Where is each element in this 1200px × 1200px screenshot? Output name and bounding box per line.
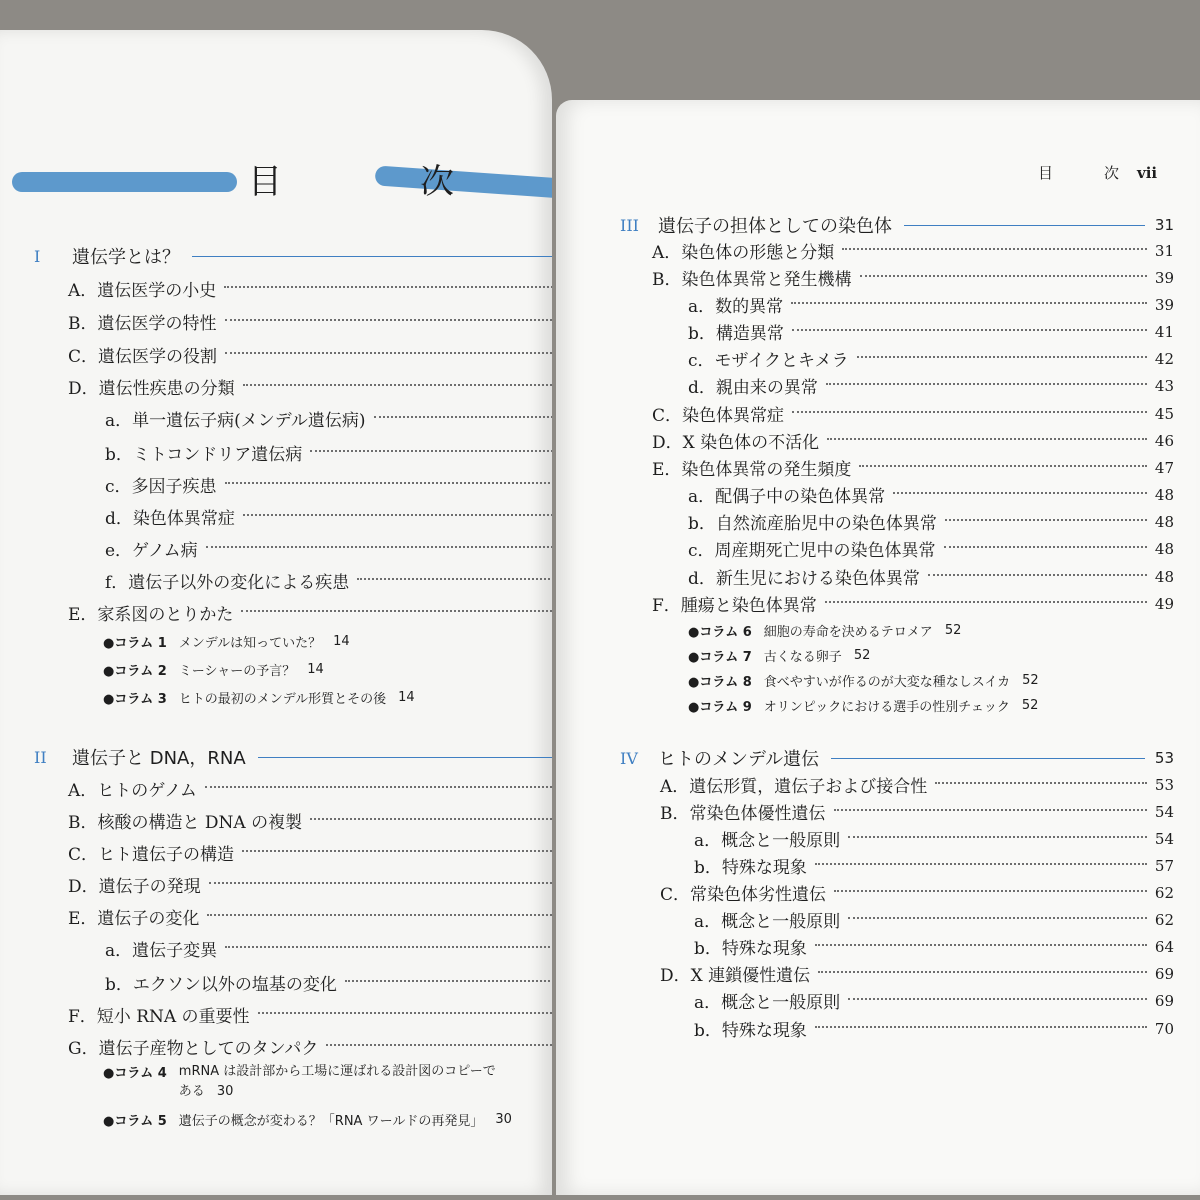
- chapter-number: IV: [620, 748, 638, 768]
- toc-entry-page: 48: [1154, 539, 1174, 558]
- toc-entry-page: 31: [1154, 241, 1174, 260]
- toc-entry-label: E．家系図のとりかた: [68, 605, 234, 625]
- chapter-rule: [904, 225, 1145, 226]
- leader-dots: [241, 610, 552, 612]
- chapter-rule: [831, 758, 1145, 759]
- toc-entry-label: b．特殊な現象: [694, 858, 807, 878]
- toc-entry-label: d．親由来の異常: [688, 378, 818, 398]
- leader-dots: [893, 492, 1147, 494]
- column-entry: [103, 688, 415, 707]
- leader-dots: [224, 286, 552, 288]
- column-mark: ●コラム 3: [103, 692, 167, 707]
- toc-entry-page: 43: [1154, 376, 1174, 395]
- toc-entry-label: a．概念と一般原則: [694, 993, 841, 1013]
- toc-entry: [652, 238, 1174, 263]
- column-title: オリンピックにおける選手の性別チェック: [763, 700, 1010, 715]
- toc-entry-label: d．新生児における染色体異常: [688, 569, 920, 589]
- toc-entry-label: C．遺伝医学の役割: [68, 347, 218, 367]
- toc-entry-label: a．概念と一般原則: [694, 912, 841, 932]
- toc-entry: [68, 309, 552, 334]
- column-mark: ●コラム 1: [103, 636, 167, 651]
- toc-entry-page: 54: [1154, 829, 1174, 848]
- toc-entry-label: B．遺伝医学の特性: [68, 314, 217, 334]
- toc-entry: [105, 406, 552, 431]
- toc-entry: [694, 826, 1174, 851]
- toc-entry: [652, 265, 1174, 290]
- toc-entry-label: a．単一遺伝子病(メンデル遺伝病): [105, 411, 366, 431]
- chapter-heading: [34, 744, 552, 770]
- running-head: [1038, 162, 1157, 183]
- toc-entry: [68, 808, 552, 833]
- toc-entry: [688, 373, 1174, 398]
- column-title: 古くなる卵子: [763, 650, 842, 665]
- toc-entry-page: 48: [1154, 567, 1174, 586]
- toc-entry: [694, 1016, 1174, 1041]
- toc-entry: [660, 799, 1174, 824]
- chapter-heading: [620, 745, 1174, 771]
- toc-entry-label: d．染色体異常症: [105, 509, 235, 529]
- leader-dots: [243, 384, 552, 386]
- toc-entry: [694, 934, 1174, 959]
- column-entry: [103, 1110, 512, 1129]
- toc-entry-page: 62: [1154, 910, 1174, 929]
- leader-dots: [326, 1044, 552, 1046]
- toc-entry: [68, 1034, 552, 1059]
- toc-entry-label: c．周産期死亡児中の染色体異常: [688, 541, 936, 561]
- toc-entry-label: b．特殊な現象: [694, 939, 807, 959]
- leader-dots: [859, 465, 1146, 467]
- leader-dots: [944, 546, 1147, 548]
- column-mark: ●コラム 5: [103, 1114, 167, 1129]
- column-mark: ●コラム 8: [688, 675, 752, 690]
- toc-entry-page: 62: [1154, 883, 1174, 902]
- column-page: 52: [944, 623, 962, 638]
- toc-entry: [68, 276, 552, 301]
- leader-dots: [834, 890, 1147, 892]
- toc-entry-label: D．X 染色体の不活化: [652, 433, 820, 453]
- toc-entry-label: b．構造異常: [688, 324, 784, 344]
- leader-dots: [310, 818, 552, 820]
- leader-dots: [310, 450, 552, 452]
- leader-dots: [857, 356, 1147, 358]
- toc-entry-label: e．ゲノム病: [105, 541, 198, 561]
- toc-entry-page: 45: [1154, 404, 1174, 423]
- leader-dots: [242, 850, 552, 852]
- column-page: 14: [307, 662, 324, 677]
- toc-entry-page: 39: [1154, 295, 1174, 314]
- column-page: 30: [216, 1084, 234, 1099]
- chapter-number: III: [620, 215, 639, 235]
- toc-entry-label: D．遺伝性疾患の分類: [68, 379, 235, 399]
- chapter-heading: [620, 212, 1174, 238]
- chapter-rule: [258, 757, 552, 758]
- leader-dots: [243, 514, 552, 516]
- toc-entry: [688, 292, 1174, 317]
- toc-entry-page: 57: [1154, 856, 1174, 875]
- toc-entry-label: b．ミトコンドリア遺伝病: [105, 445, 303, 465]
- toc-entry: [694, 988, 1174, 1013]
- toc-entry-label: A．遺伝形質，遺伝子および接合性: [660, 777, 928, 797]
- leader-dots: [848, 998, 1147, 1000]
- toc-entry-label: G．遺伝子産物としてのタンパク: [68, 1039, 319, 1059]
- toc-entry: [105, 568, 552, 593]
- toc-entry-label: b．エクソン以外の塩基の変化: [105, 975, 337, 995]
- leader-dots: [818, 971, 1147, 973]
- leader-dots: [945, 519, 1147, 521]
- toc-entry-label: a．概念と一般原則: [694, 831, 841, 851]
- column-title: メンデルは知っていた？: [178, 636, 322, 651]
- column-mark: ●コラム 6: [688, 625, 752, 640]
- toc-entry: [652, 455, 1174, 480]
- column-page: 14: [333, 634, 350, 649]
- toc-entry-page: 42: [1154, 349, 1174, 368]
- column-title: mRNA は設計部から工場に運ばれる設計図のコピーで: [178, 1064, 496, 1079]
- toc-entry-label: a．遺伝子変異: [105, 941, 218, 961]
- toc-entry: [694, 853, 1174, 878]
- leader-dots: [209, 882, 552, 884]
- toc-entry-label: C．染色体異常症: [652, 406, 785, 426]
- right-page: [556, 100, 1200, 1195]
- toc-entry: [68, 904, 552, 929]
- leader-dots: [860, 275, 1147, 277]
- column-title: 遺伝子の概念が変わる？「RNA ワールドの再発見」: [178, 1114, 484, 1129]
- chapter-number: I: [34, 246, 41, 266]
- toc-entry-page: 39: [1154, 268, 1174, 287]
- toc-entry-label: A．染色体の形態と分類: [652, 243, 835, 263]
- chapter-title: 遺伝子と DNA，RNA: [72, 748, 246, 769]
- toc-entry: [105, 970, 552, 995]
- toc-entry-page: 69: [1154, 991, 1174, 1010]
- column-entry: [688, 696, 1038, 715]
- toc-entry-label: E．染色体異常の発生頻度: [652, 460, 852, 480]
- toc-entry-page: 69: [1154, 964, 1174, 983]
- toc-entry-label: a．配偶子中の染色体異常: [688, 487, 886, 507]
- toc-entry-page: 48: [1154, 485, 1174, 504]
- running-title: 目 次: [1038, 164, 1138, 182]
- chapter-title: 遺伝学とは？: [72, 247, 180, 268]
- toc-entry-label: C．常染色体劣性遺伝: [660, 885, 827, 905]
- toc-entry-label: f．遺伝子以外の変化による疾患: [105, 573, 350, 593]
- column-entry: [103, 632, 350, 651]
- toc-entry: [688, 319, 1174, 344]
- contents-title: 目 次: [248, 162, 506, 202]
- column-page: 52: [853, 648, 871, 663]
- toc-entry-label: B．核酸の構造と DNA の複製: [68, 813, 303, 833]
- leader-dots: [374, 416, 552, 418]
- leader-dots: [826, 383, 1147, 385]
- toc-entry: [68, 1002, 552, 1027]
- toc-entry: [652, 591, 1174, 616]
- left-page: [0, 30, 552, 1195]
- toc-entry: [688, 536, 1174, 561]
- toc-entry: [652, 428, 1174, 453]
- toc-entry: [105, 504, 552, 529]
- leader-dots: [848, 917, 1147, 919]
- leader-dots: [207, 914, 552, 916]
- toc-entry-page: 53: [1154, 775, 1174, 794]
- toc-entry-label: E．遺伝子の変化: [68, 909, 200, 929]
- leader-dots: [225, 482, 552, 484]
- toc-entry-page: 70: [1154, 1019, 1174, 1038]
- column-title-continued: ある: [178, 1084, 205, 1099]
- toc-entry: [105, 472, 552, 497]
- leader-dots: [815, 863, 1147, 865]
- column-page: 30: [495, 1112, 512, 1127]
- toc-entry-page: 48: [1154, 512, 1174, 531]
- leader-dots: [345, 980, 552, 982]
- column-mark: ●コラム 7: [688, 650, 752, 665]
- column-title: 食べやすいが作るのが大変な種なしスイカ: [763, 675, 1011, 690]
- leader-dots: [225, 352, 552, 354]
- leader-dots: [928, 574, 1147, 576]
- toc-entry-page: 64: [1154, 937, 1174, 956]
- column-title-block: [179, 1062, 496, 1102]
- chapter-heading: [34, 243, 552, 269]
- page-number: vii: [1137, 164, 1158, 182]
- leader-dots: [258, 1012, 552, 1014]
- chapter-title: ヒトのメンデル遺伝: [658, 749, 820, 770]
- column-entry: [688, 671, 1039, 690]
- toc-entry: [68, 342, 552, 367]
- column-page: 52: [1022, 673, 1039, 688]
- toc-entry-label: F．腫瘍と染色体異常: [652, 596, 817, 616]
- toc-entry-label: b．自然流産胎児中の染色体異常: [688, 514, 937, 534]
- chapter-title: 遺伝子の担体としての染色体: [658, 216, 892, 237]
- toc-entry: [105, 936, 552, 961]
- leader-dots: [827, 438, 1147, 440]
- toc-entry: [68, 600, 552, 625]
- column-title: ヒトの最初のメンデル形質とその後: [178, 692, 387, 707]
- leader-dots: [815, 944, 1147, 946]
- leader-dots: [357, 578, 552, 580]
- toc-entry-page: 49: [1154, 594, 1174, 613]
- toc-entry: [68, 374, 552, 399]
- leader-dots: [834, 809, 1147, 811]
- toc-entry-label: B．染色体異常と発生機構: [652, 270, 852, 290]
- toc-entry: [68, 776, 552, 801]
- toc-entry: [688, 564, 1174, 589]
- toc-entry-page: 47: [1154, 458, 1174, 477]
- toc-entry-page: 41: [1154, 322, 1174, 341]
- banner-bar-left: [12, 172, 237, 192]
- leader-dots: [842, 248, 1147, 250]
- contents-banner: [0, 148, 552, 208]
- toc-entry: [660, 880, 1174, 905]
- toc-entry-label: A．遺伝医学の小史: [68, 281, 217, 301]
- column-page: 52: [1021, 698, 1039, 713]
- toc-entry: [688, 346, 1174, 371]
- toc-entry: [688, 482, 1174, 507]
- leader-dots: [205, 786, 552, 788]
- column-mark: ●コラム 2: [103, 664, 167, 679]
- toc-entry-label: B．常染色体優性遺伝: [660, 804, 826, 824]
- chapter-rule: [192, 256, 552, 257]
- leader-dots: [792, 329, 1147, 331]
- chapter-number: II: [34, 747, 47, 767]
- toc-entry: [660, 772, 1174, 797]
- toc-entry-page: 46: [1154, 431, 1174, 450]
- toc-entry-label: c．多因子疾患: [105, 477, 217, 497]
- toc-entry-label: a．数的異常: [688, 297, 784, 317]
- column-entry: [103, 660, 324, 679]
- column-title: ミーシャーの予言？: [178, 664, 296, 679]
- toc-entry: [105, 440, 552, 465]
- toc-entry: [688, 509, 1174, 534]
- toc-entry: [652, 401, 1174, 426]
- toc-entry-label: D．遺伝子の発現: [68, 877, 201, 897]
- toc-entry-label: C．ヒト遺伝子の構造: [68, 845, 235, 865]
- toc-entry-label: A．ヒトのゲノム: [68, 781, 197, 801]
- chapter-page: 53: [1154, 749, 1174, 767]
- column-page: 14: [398, 690, 415, 705]
- column-mark: ●コラム 9: [688, 700, 752, 715]
- leader-dots: [225, 946, 552, 948]
- column-title: 細胞の寿命を決めるテロメア: [763, 625, 933, 640]
- toc-entry-label: F．短小 RNA の重要性: [68, 1007, 250, 1027]
- toc-entry: [105, 536, 552, 561]
- leader-dots: [935, 782, 1147, 784]
- leader-dots: [225, 319, 553, 321]
- leader-dots: [815, 1026, 1147, 1028]
- toc-entry-label: c．モザイクとキメラ: [688, 351, 849, 371]
- toc-entry: [68, 872, 552, 897]
- leader-dots: [791, 302, 1147, 304]
- leader-dots: [206, 546, 552, 548]
- toc-entry: [660, 961, 1174, 986]
- leader-dots: [792, 411, 1147, 413]
- toc-entry-label: b．特殊な現象: [694, 1021, 807, 1041]
- toc-entry-label: D．X 連鎖優性遺伝: [660, 966, 811, 986]
- chapter-page: 31: [1154, 216, 1174, 234]
- toc-entry: [694, 907, 1174, 932]
- column-entry: [103, 1062, 496, 1102]
- column-entry: [688, 646, 870, 665]
- column-mark: ●コラム 4: [103, 1066, 167, 1081]
- leader-dots: [848, 836, 1147, 838]
- toc-entry-page: 54: [1154, 802, 1174, 821]
- toc-entry: [68, 840, 552, 865]
- column-entry: [688, 621, 961, 640]
- leader-dots: [825, 601, 1147, 603]
